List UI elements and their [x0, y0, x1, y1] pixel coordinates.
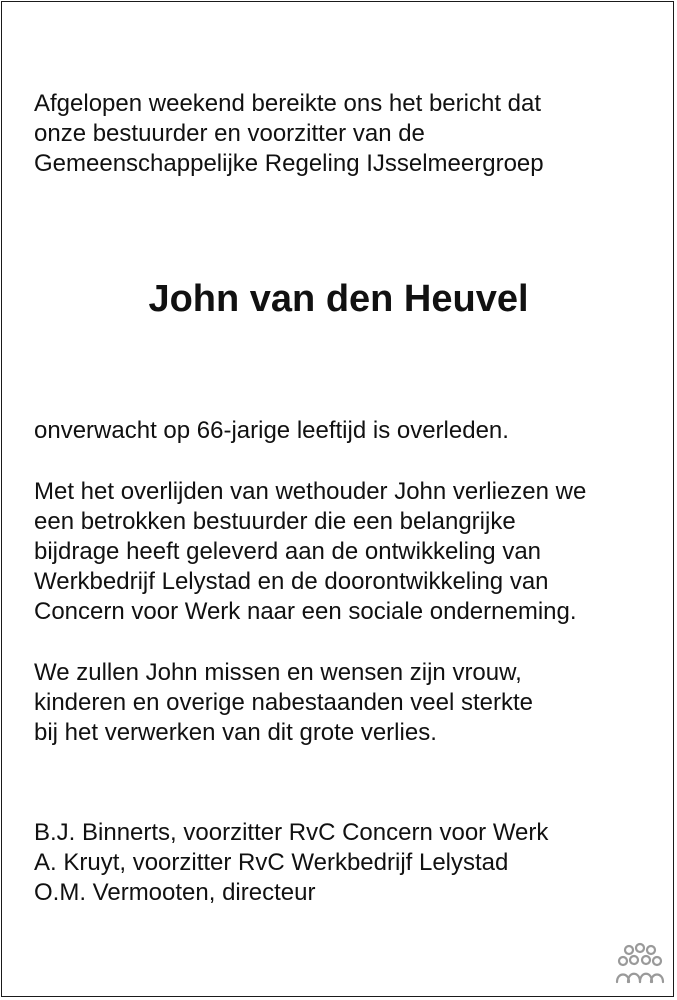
condolence-line: We zullen John missen en wensen zijn vrouw, — [34, 659, 522, 686]
signature-line: A. Kruyt, voorzitter RvC Werkbedrijf Lelystad — [34, 849, 509, 876]
people-group-icon — [614, 942, 666, 984]
death-statement-line: onverwacht op 66-jarige leeftijd is overleden. — [34, 417, 509, 444]
tribute-line: Concern voor Werk naar een sociale onderneming. — [34, 598, 577, 625]
condolence-paragraph — [34, 658, 533, 748]
intro-paragraph — [34, 89, 544, 179]
death-statement — [34, 416, 509, 446]
tribute-line: bijdrage heeft geleverd aan de ontwikkeling van — [34, 538, 542, 565]
signatures — [34, 818, 548, 908]
signature-line: O.M. Vermooten, directeur — [34, 879, 316, 906]
deceased-name: John van den Heuvel — [148, 278, 529, 320]
condolence-line: kinderen en overige nabestaanden veel sterkte — [34, 689, 534, 716]
tribute-line: een betrokken bestuurder die een belangrijke — [34, 508, 516, 535]
tribute-paragraph — [34, 477, 586, 627]
signature-line: B.J. Binnerts, voorzitter RvC Concern voor Werk — [34, 819, 549, 846]
tribute-line: Met het overlijden van wethouder John verliezen we — [34, 478, 587, 505]
tribute-line: Werkbedrijf Lelystad en de doorontwikkeling van — [34, 568, 549, 595]
intro-line: onze bestuurder en voorzitter van de — [34, 120, 425, 147]
intro-line: Afgelopen weekend bereikte ons het bericht dat — [34, 90, 542, 117]
intro-line: Gemeenschappelijke Regeling IJsselmeergroep — [34, 150, 544, 177]
condolence-line: bij het verwerken van dit grote verlies. — [34, 719, 437, 746]
